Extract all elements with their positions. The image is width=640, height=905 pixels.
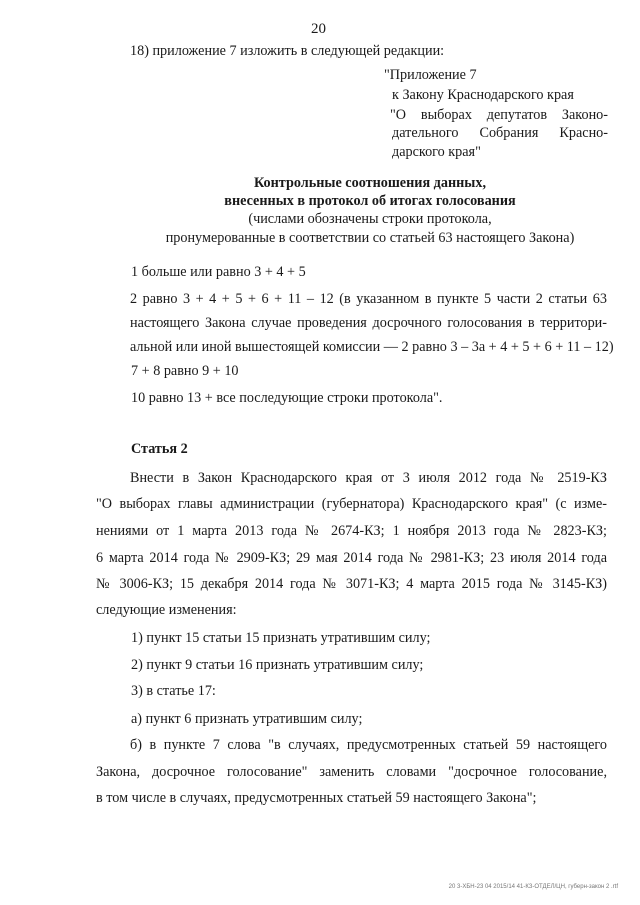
article-paragraph-line: нениями от 1 марта 2013 года № 2674-КЗ; 1 ноября 2013 года № 2823-КЗ; (96, 523, 607, 539)
article-paragraph-line: "О выборах главы администрации (губернатора) Краснодарского края" (с изме- (96, 496, 607, 512)
article-paragraph-line: следующие изменения: (96, 602, 237, 618)
appendix-header-line: "О выборах депутатов Законо- (390, 107, 608, 123)
page-number: 20 (311, 21, 326, 37)
heading-title-line: внесенных в протокол об итогах голосования (224, 193, 516, 209)
amendment-item: 2) пункт 9 статьи 16 признать утратившим силу; (131, 657, 424, 673)
heading-subtitle-line: пронумерованные в соответствии со статьей 63 настоящего Закона) (165, 230, 575, 246)
relation-item: 10 равно 13 + все последующие строки протокола". (131, 390, 443, 406)
appendix-header-line: к Закону Краснодарского края (392, 87, 574, 103)
relation-item: 7 + 8 равно 9 + 10 (131, 363, 239, 379)
amendment-subitem-cont: Закона, досрочное голосование" заменить словами "досрочное голосование, (96, 764, 607, 780)
heading-subtitle-line: (числами обозначены строки протокола, (248, 211, 492, 227)
article-paragraph-line: № 3006-КЗ; 15 декабря 2014 года № 3071-КЗ; 4 марта 2015 года № 3145-КЗ) (96, 576, 607, 592)
amendment-intro: 18) приложение 7 изложить в следующей редакции: (130, 43, 445, 59)
amendment-subitem-cont: в том числе в случаях, предусмотренных статьей 59 настоящего Закона"; (96, 790, 537, 806)
amendment-subitem: б) в пункте 7 слова "в случаях, предусмотренных статьей 59 настоящего (130, 737, 607, 753)
appendix-header-line: дательного Собрания Красно- (392, 125, 608, 141)
file-footer: 20 3-ХБН-23 04 2015/14 41-КЗ-ОТДЕЛ/ЦН, губерн-закон 2 .rtf (448, 884, 618, 890)
article-title: Статья 2 (131, 441, 188, 457)
relation-item-cont: настоящего Закона случае проведения досрочного голосования в территори- (130, 315, 607, 331)
relation-item: 2 равно 3 + 4 + 5 + 6 + 11 – 12 (в указанном в пункте 5 части 2 статьи 63 (130, 291, 607, 307)
amendment-subitem: а) пункт 6 признать утратившим силу; (131, 711, 363, 727)
appendix-header-line: дарского края" (392, 144, 481, 160)
amendment-item: 1) пункт 15 статьи 15 признать утратившим силу; (131, 630, 431, 646)
heading-title-line: Контрольные соотношения данных, (253, 175, 487, 191)
appendix-header-line: "Приложение 7 (384, 67, 477, 83)
amendment-item: 3) в статье 17: (131, 683, 216, 699)
article-paragraph-line: Внести в Закон Краснодарского края от 3 июля 2012 года № 2519-КЗ (130, 470, 607, 486)
relation-item-cont: альной или иной вышестоящей комиссии — 2 равно 3 – 3а + 4 + 5 + 6 + 11 – 12) (130, 339, 614, 355)
relation-item: 1 больше или равно 3 + 4 + 5 (131, 264, 306, 280)
article-paragraph-line: 6 марта 2014 года № 2909-КЗ; 29 мая 2014 года № 2981-КЗ; 23 июля 2014 года (96, 550, 607, 566)
